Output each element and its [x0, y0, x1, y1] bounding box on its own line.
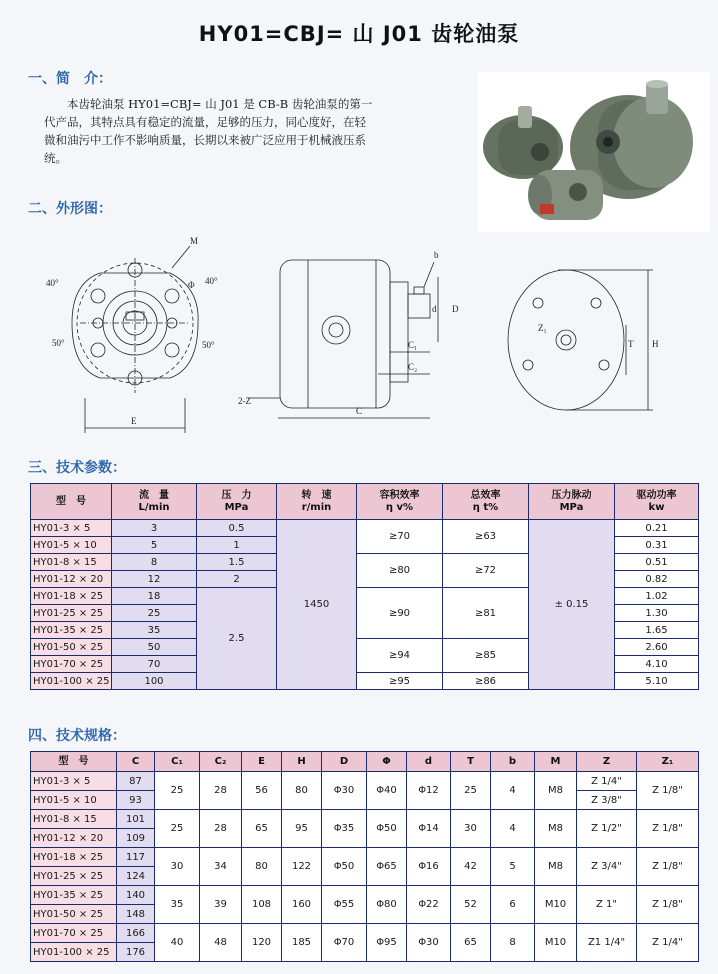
label-C: C: [356, 406, 363, 416]
cell-pressure: 0.5: [197, 520, 277, 537]
cell-power: 1.65: [615, 622, 699, 639]
cell-b: 6: [491, 886, 535, 924]
cell-D: Φ70: [322, 924, 367, 962]
cell-pressure: 1.5: [197, 554, 277, 571]
cell-D: Φ30: [322, 772, 367, 810]
label-40-left: 40°: [46, 278, 59, 288]
table-row: [31, 810, 699, 829]
cell-C1: 25: [155, 810, 200, 848]
cell-E: 120: [242, 924, 282, 962]
cell-model: HY01-100 × 25: [31, 673, 112, 690]
intro-paragraph: 本齿轮油泵 HY01=CBJ= 山 J01 是 CB-B 齿轮油泵的第一代产品，其特点具有稳定的流量，足够的压力，同心度好，在轻微和油污中工作不影响质量，长期以来被广泛应用于机械液压系统。: [44, 97, 373, 165]
cell-T: 42: [451, 848, 491, 886]
th-D: D: [322, 752, 367, 772]
th-tot-eff: 总效率 η t%: [443, 484, 529, 520]
table-row: [31, 886, 699, 905]
cell-Z1: Z 1/8": [637, 886, 699, 924]
label-E: E: [131, 416, 137, 426]
params-table: [30, 483, 699, 690]
cell-power: 5.10: [615, 673, 699, 690]
section-intro-heading: 一、简 介：: [28, 71, 112, 87]
cell-phi: Φ50: [367, 810, 407, 848]
cell-H: 80: [282, 772, 322, 810]
cell-C: 176: [117, 943, 155, 962]
cell-C2: 28: [200, 772, 242, 810]
cell-model: HY01-8 × 15: [31, 810, 117, 829]
cell-H: 160: [282, 886, 322, 924]
table-row: [31, 772, 699, 791]
cell-tot-eff: ≥85: [443, 639, 529, 673]
cell-model: HY01-12 × 20: [31, 571, 112, 588]
cell-Z: Z1 1/4": [577, 924, 637, 962]
cell-Z1: Z 1/8": [637, 772, 699, 810]
cell-T: 25: [451, 772, 491, 810]
cell-C: 87: [117, 772, 155, 791]
cell-C: 166: [117, 924, 155, 943]
cell-b: 4: [491, 772, 535, 810]
cell-phi: Φ65: [367, 848, 407, 886]
cell-d: Φ30: [407, 924, 451, 962]
page-title: HY01=CBJ= 山 J01 齿轮油泵: [198, 22, 520, 46]
cell-power: 0.31: [615, 537, 699, 554]
label-T: T: [628, 339, 634, 349]
section-shape-heading: 二、外形图：: [28, 201, 112, 217]
th-d: d: [407, 752, 451, 772]
cell-M: M8: [535, 810, 577, 848]
cell-pressure: 2.5: [197, 588, 277, 690]
cell-C2: 39: [200, 886, 242, 924]
cell-model: HY01-18 × 25: [31, 848, 117, 867]
cell-model: HY01-50 × 25: [31, 639, 112, 656]
cell-power: 0.21: [615, 520, 699, 537]
th-model: 型 号: [31, 752, 117, 772]
cell-Z: Z 1/2": [577, 810, 637, 848]
cell-tot-eff: ≥81: [443, 588, 529, 639]
cell-model: HY01-25 × 25: [31, 605, 112, 622]
cell-H: 122: [282, 848, 322, 886]
th-C2: C₂: [200, 752, 242, 772]
cell-C: 124: [117, 867, 155, 886]
cell-Z: Z 1": [577, 886, 637, 924]
cell-model: HY01-35 × 25: [31, 886, 117, 905]
th-b: b: [491, 752, 535, 772]
cell-T: 65: [451, 924, 491, 962]
cell-H: 95: [282, 810, 322, 848]
cell-model: HY01-18 × 25: [31, 588, 112, 605]
front-view-drawing: [40, 228, 240, 438]
cell-E: 108: [242, 886, 282, 924]
cell-model: HY01-12 × 20: [31, 829, 117, 848]
cell-flow: 12: [112, 571, 197, 588]
cell-M: M8: [535, 848, 577, 886]
label-Z1: Z₁: [538, 323, 547, 333]
cell-H: 185: [282, 924, 322, 962]
cell-E: 56: [242, 772, 282, 810]
cell-model: HY01-5 × 10: [31, 537, 112, 554]
cell-power: 1.02: [615, 588, 699, 605]
cell-flow: 18: [112, 588, 197, 605]
section-params-heading: 三、技术参数：: [28, 460, 126, 476]
cell-phi: Φ40: [367, 772, 407, 810]
cell-flow: 35: [112, 622, 197, 639]
cell-C1: 35: [155, 886, 200, 924]
th-pulsation: 压力脉动 MPa: [529, 484, 615, 520]
th-pressure: 压 力 MPa: [197, 484, 277, 520]
cell-tot-eff: ≥72: [443, 554, 529, 588]
cell-phi: Φ80: [367, 886, 407, 924]
cell-Z1: Z 1/8": [637, 848, 699, 886]
cell-speed: 1450: [277, 520, 357, 690]
cell-power: 2.60: [615, 639, 699, 656]
cell-flow: 50: [112, 639, 197, 656]
cell-power: 1.30: [615, 605, 699, 622]
cell-model: HY01-70 × 25: [31, 656, 112, 673]
label-H: H: [652, 339, 659, 349]
cell-power: 0.51: [615, 554, 699, 571]
cell-D: Φ35: [322, 810, 367, 848]
cell-C1: 30: [155, 848, 200, 886]
cell-d: Φ14: [407, 810, 451, 848]
th-model: 型 号: [31, 484, 112, 520]
cell-b: 5: [491, 848, 535, 886]
label-M: M: [190, 236, 199, 246]
cell-M: M8: [535, 772, 577, 810]
th-Z: Z: [577, 752, 637, 772]
cell-model: HY01-8 × 15: [31, 554, 112, 571]
label-D: D: [452, 304, 459, 314]
cell-model: HY01-50 × 25: [31, 905, 117, 924]
th-T: T: [451, 752, 491, 772]
label-b: b: [434, 250, 439, 260]
label-50-right: 50°: [202, 340, 215, 350]
label-phi: Φ: [188, 280, 195, 290]
cell-C: 109: [117, 829, 155, 848]
cell-C: 140: [117, 886, 155, 905]
th-flow: 流 量 L/min: [112, 484, 197, 520]
cell-T: 30: [451, 810, 491, 848]
th-H: H: [282, 752, 322, 772]
cell-T: 52: [451, 886, 491, 924]
th-phi: Φ: [367, 752, 407, 772]
cell-flow: 8: [112, 554, 197, 571]
cell-E: 65: [242, 810, 282, 848]
cell-Z: Z 3/4": [577, 848, 637, 886]
label-d: d: [432, 304, 437, 314]
th-Z1: Z₁: [637, 752, 699, 772]
cell-Z: Z 3/8": [577, 791, 637, 810]
label-2Z: 2-Z: [238, 396, 251, 406]
dims-header-row: [31, 752, 699, 772]
cell-C: 101: [117, 810, 155, 829]
cell-Z1: Z 1/4": [637, 924, 699, 962]
cell-flow: 70: [112, 656, 197, 673]
cell-C1: 40: [155, 924, 200, 962]
cell-D: Φ55: [322, 886, 367, 924]
cell-model: HY01-70 × 25: [31, 924, 117, 943]
cell-flow: 100: [112, 673, 197, 690]
cell-pulsation: ± 0.15: [529, 520, 615, 690]
cell-C: 93: [117, 791, 155, 810]
cell-tot-eff: ≥63: [443, 520, 529, 554]
cell-vol-eff: ≥94: [357, 639, 443, 673]
rear-view-drawing: [498, 255, 678, 425]
cell-model: HY01-25 × 25: [31, 867, 117, 886]
th-vol-eff: 容积效率 η v%: [357, 484, 443, 520]
table-row: [31, 924, 699, 943]
section-dims-heading: 四、技术规格：: [28, 728, 126, 744]
th-speed: 转 速 r/min: [277, 484, 357, 520]
cell-d: Φ16: [407, 848, 451, 886]
cell-b: 8: [491, 924, 535, 962]
cell-vol-eff: ≥95: [357, 673, 443, 690]
cell-C1: 25: [155, 772, 200, 810]
cell-flow: 5: [112, 537, 197, 554]
cell-E: 80: [242, 848, 282, 886]
cell-power: 4.10: [615, 656, 699, 673]
cell-flow: 25: [112, 605, 197, 622]
params-header-row: [31, 484, 699, 520]
th-C: C: [117, 752, 155, 772]
cell-C2: 48: [200, 924, 242, 962]
label-C1: C₁: [408, 340, 418, 350]
cell-C2: 34: [200, 848, 242, 886]
cell-Z1: Z 1/8": [637, 810, 699, 848]
label-C2: C₂: [408, 362, 418, 372]
cell-C: 117: [117, 848, 155, 867]
th-E: E: [242, 752, 282, 772]
cell-vol-eff: ≥80: [357, 554, 443, 588]
cell-M: M10: [535, 924, 577, 962]
table-row: [31, 520, 699, 537]
cell-model: HY01-3 × 5: [31, 772, 117, 791]
table-row: [31, 848, 699, 867]
cell-Z: Z 1/4": [577, 772, 637, 791]
cell-model: HY01-35 × 25: [31, 622, 112, 639]
cell-flow: 3: [112, 520, 197, 537]
cell-model: HY01-100 × 25: [31, 943, 117, 962]
cell-C: 148: [117, 905, 155, 924]
label-50-left: 50°: [52, 338, 65, 348]
cell-D: Φ50: [322, 848, 367, 886]
cell-b: 4: [491, 810, 535, 848]
cell-vol-eff: ≥70: [357, 520, 443, 554]
cell-power: 0.82: [615, 571, 699, 588]
th-power: 驱动功率 kw: [615, 484, 699, 520]
product-photo: [478, 72, 710, 232]
cell-tot-eff: ≥86: [443, 673, 529, 690]
cell-M: M10: [535, 886, 577, 924]
side-view-drawing: [238, 232, 476, 432]
label-40-right: 40°: [205, 276, 218, 286]
cell-model: HY01-5 × 10: [31, 791, 117, 810]
cell-model: HY01-3 × 5: [31, 520, 112, 537]
cell-d: Φ22: [407, 886, 451, 924]
cell-C2: 28: [200, 810, 242, 848]
cell-vol-eff: ≥90: [357, 588, 443, 639]
th-C1: C₁: [155, 752, 200, 772]
cell-pressure: 2: [197, 571, 277, 588]
dims-table: [30, 751, 699, 962]
cell-phi: Φ95: [367, 924, 407, 962]
cell-d: Φ12: [407, 772, 451, 810]
th-M: M: [535, 752, 577, 772]
cell-pressure: 1: [197, 537, 277, 554]
